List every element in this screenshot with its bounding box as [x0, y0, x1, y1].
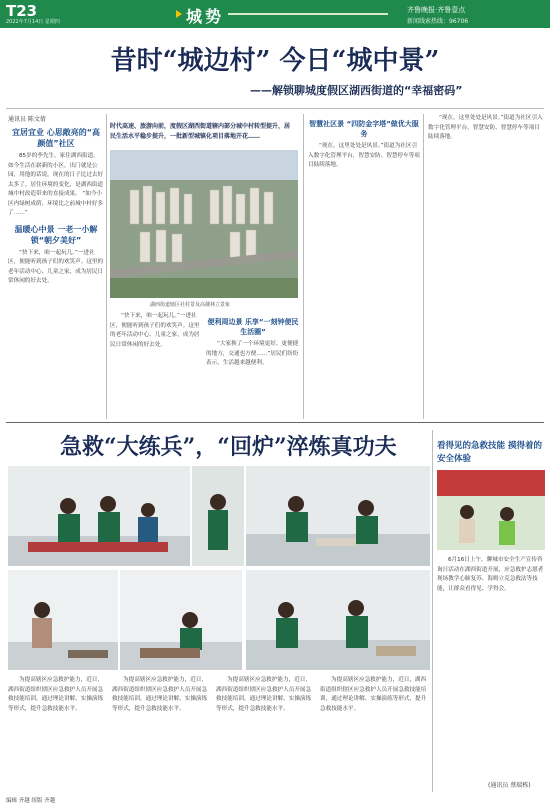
story2-column-1: [8, 676, 108, 790]
training-photo-6: [246, 570, 430, 670]
photo-caption: 湖西街道辖区社村景及高楼林立景象: [150, 302, 231, 308]
column-rule: [303, 114, 304, 419]
news-hotline: 新闻线索热线：96706: [407, 18, 469, 25]
side-story-photo: [437, 470, 545, 550]
column-text: “快下来，咱一起玩儿。”一进社区，便能听到孩子们的欢笑声。这里的老年活动中心、儿童之家，成为居民日常休闲的好去处。: [110, 313, 200, 348]
aerial-illustration: [110, 150, 298, 298]
side-story-byline: (通讯员 蔡瑞栋): [488, 782, 531, 789]
side-story-title: 看得见的急救技能 摸得着的安全体验: [437, 441, 542, 464]
article-column-2: [110, 312, 202, 420]
column-rule: [423, 114, 424, 419]
aerial-city-photo: [110, 150, 298, 298]
story2-column-4: [320, 676, 428, 790]
page-number: T23: [6, 2, 38, 20]
training-photo-5: [120, 570, 242, 670]
story2-column-2: [112, 676, 212, 790]
story2-column-3: [216, 676, 316, 790]
section-body: “现在，这里处处是风景。”街道为社区引入数字化管理平台，智慧安防、智慧停车等项目陆续落地。: [308, 143, 420, 168]
story2-body: 为提高辖区应急救护能力，近日，湖西街道组织辖区应急救护人员开展急救技能培训，通过理论讲解、实操演练等形式，提升急救技能水平。: [112, 677, 208, 712]
column-text: “现在，这里处处是风景。”街道为社区引入数字化管理平台，智慧安防、智慧停车等项目陆续落地。: [428, 115, 543, 140]
arrow-icon: [176, 10, 182, 18]
section-body: “快下来，咱一起玩儿。”一进社区，便能听到孩子们的欢笑声。这里的老年活动中心、儿童之家，成为居民日常休闲的好去处。: [8, 249, 104, 284]
section-heading: 宜居宜业 心思敞亮的“高颜值”社区: [11, 128, 101, 148]
story2-body: 为提高辖区应急救护能力，近日，湖西街道组织辖区应急救护人员开展急救技能培训，通过理论讲解、实操演练等形式，提升急救技能水平。: [8, 677, 104, 712]
training-photo-1: [8, 466, 190, 566]
decor-bar: [228, 13, 388, 15]
column-rule: [106, 114, 107, 419]
main-subheadline: ——解锁聊城度假区湖西街道的“幸福密码”: [250, 84, 463, 97]
section-body: 85岁的李先生，家住湖西街道。如今生活在崭新的小区，出门就是公园，用他的话说，现在的日子比过去好太多了。居住环境的变化，是湖西街道城中村改造带来的直接成果。 “如今小区内绿树成荫，环境比之前城中村好多了……”: [8, 153, 104, 216]
column-rule: [432, 430, 433, 792]
masthead: [0, 0, 550, 28]
story2-body: 为提高辖区应急救护能力，近日，湖西街道组织辖区应急救护人员开展急救技能培训，通过理论讲解、实操演练等形式，提升急救技能水平。: [216, 677, 312, 712]
section-title: 城势: [186, 7, 225, 26]
side-story-body: 6月16日上午，聊城市安全生产宣传咨询日活动在湖西街道开展，应急救护志愿者现场教学心肺复苏、海姆立克急救法等技能，让群众看得见、学得会。: [437, 557, 544, 592]
training-photo-3: [246, 466, 430, 566]
training-photo-4: [8, 570, 118, 670]
article-column-5: [428, 114, 544, 419]
article-column-3: [206, 312, 300, 420]
section-heading: 便利周边景 乐享“一刻钟便民生活圈”: [207, 318, 299, 336]
article-column-1: [8, 122, 104, 422]
training-photo-2: [192, 466, 244, 566]
paper-name: 齐鲁晚报·齐鲁壹点: [407, 6, 466, 14]
main-headline: 昔时“城边村” 今日“城中景”: [110, 46, 440, 76]
section-divider: [6, 422, 544, 423]
lede: 时代高速、旅游向前，度假区湖西街道辖内部分城中村转型提升，居民生活水平稳步提升，一批新型城镇化项目落地开花……: [110, 123, 291, 140]
section-heading: 温暖心中景 一老一小解锁“朝夕美好”: [14, 224, 98, 245]
divider: [6, 108, 544, 109]
story2-body: 为提高辖区应急救护能力，近日，湖西街道组织辖区应急救护人员开展急救技能培训，通过理论讲解、实操演练等形式，提升急救技能水平。: [320, 677, 427, 712]
side-story-column: [437, 556, 545, 776]
issue-date: 2022年7月14日 星期四: [6, 19, 60, 25]
story2-headline: 急救“大练兵”，“回炉”淬炼真功夫: [60, 434, 397, 460]
article-column-4: [308, 114, 420, 419]
page-footer: 编辑 齐越 组版 齐越: [6, 798, 56, 804]
section-heading: 智慧社区景 “四防金字塔”做优大服务: [309, 120, 419, 138]
section-body: “大家换了一个环境更好、更便捷的地方，交通也方便……”居民们纷纷表示，生活越来越便利。: [206, 341, 299, 366]
byline: 通讯员 陈文倩: [8, 116, 46, 123]
